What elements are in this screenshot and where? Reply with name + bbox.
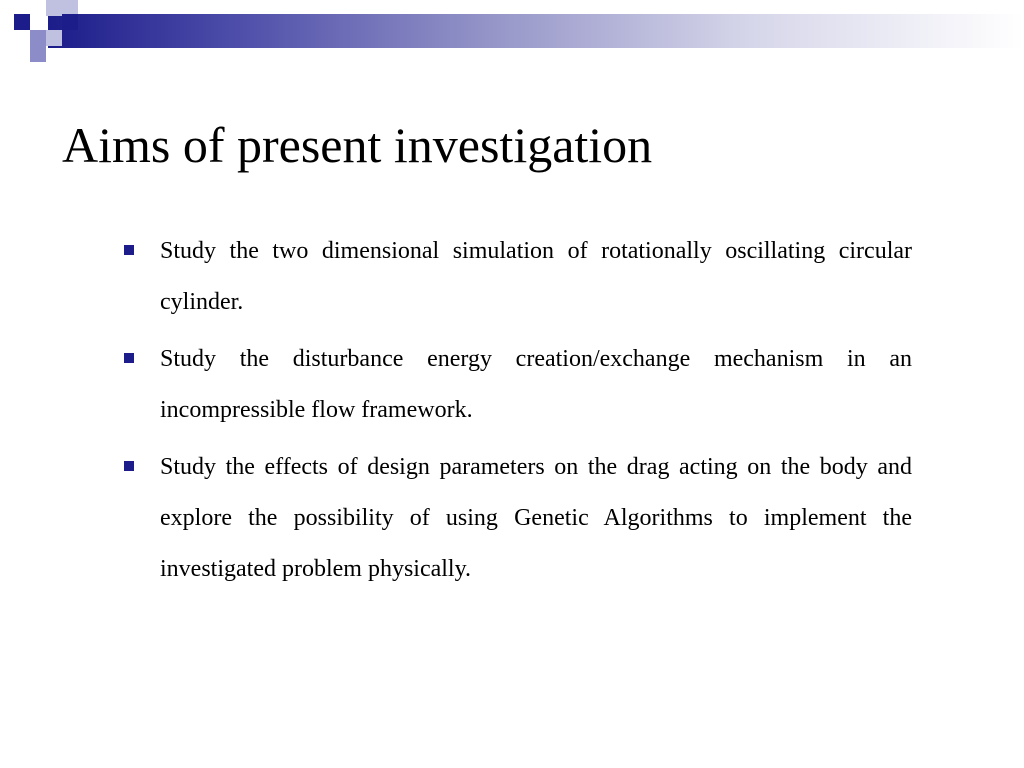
bullet-text: Study the effects of design parameters on the drag acting on the body and explore the possibility of using Genetic Algorithms to implement the investigated problem physically. <box>160 454 912 582</box>
square-bullet-icon <box>124 461 134 471</box>
header-gradient-bar <box>48 14 1024 48</box>
bullet-item <box>118 442 912 595</box>
bullet-list <box>118 226 912 601</box>
decor-square <box>14 14 30 30</box>
decor-square <box>62 14 78 30</box>
decor-square <box>46 30 62 46</box>
decor-square <box>30 14 46 30</box>
decor-square <box>46 0 62 16</box>
bullet-item <box>118 226 912 328</box>
decor-square <box>30 46 46 62</box>
decor-square <box>30 30 46 46</box>
square-bullet-icon <box>124 245 134 255</box>
slide-title: Aims of present investigation <box>62 117 653 173</box>
square-bullet-icon <box>124 353 134 363</box>
bullet-item <box>118 334 912 436</box>
bullet-text: Study the two dimensional simulation of rotationally oscillating circular cylinder. <box>160 238 912 315</box>
bullet-text: Study the disturbance energy creation/exchange mechanism in an incompressible flow framework. <box>160 346 912 423</box>
